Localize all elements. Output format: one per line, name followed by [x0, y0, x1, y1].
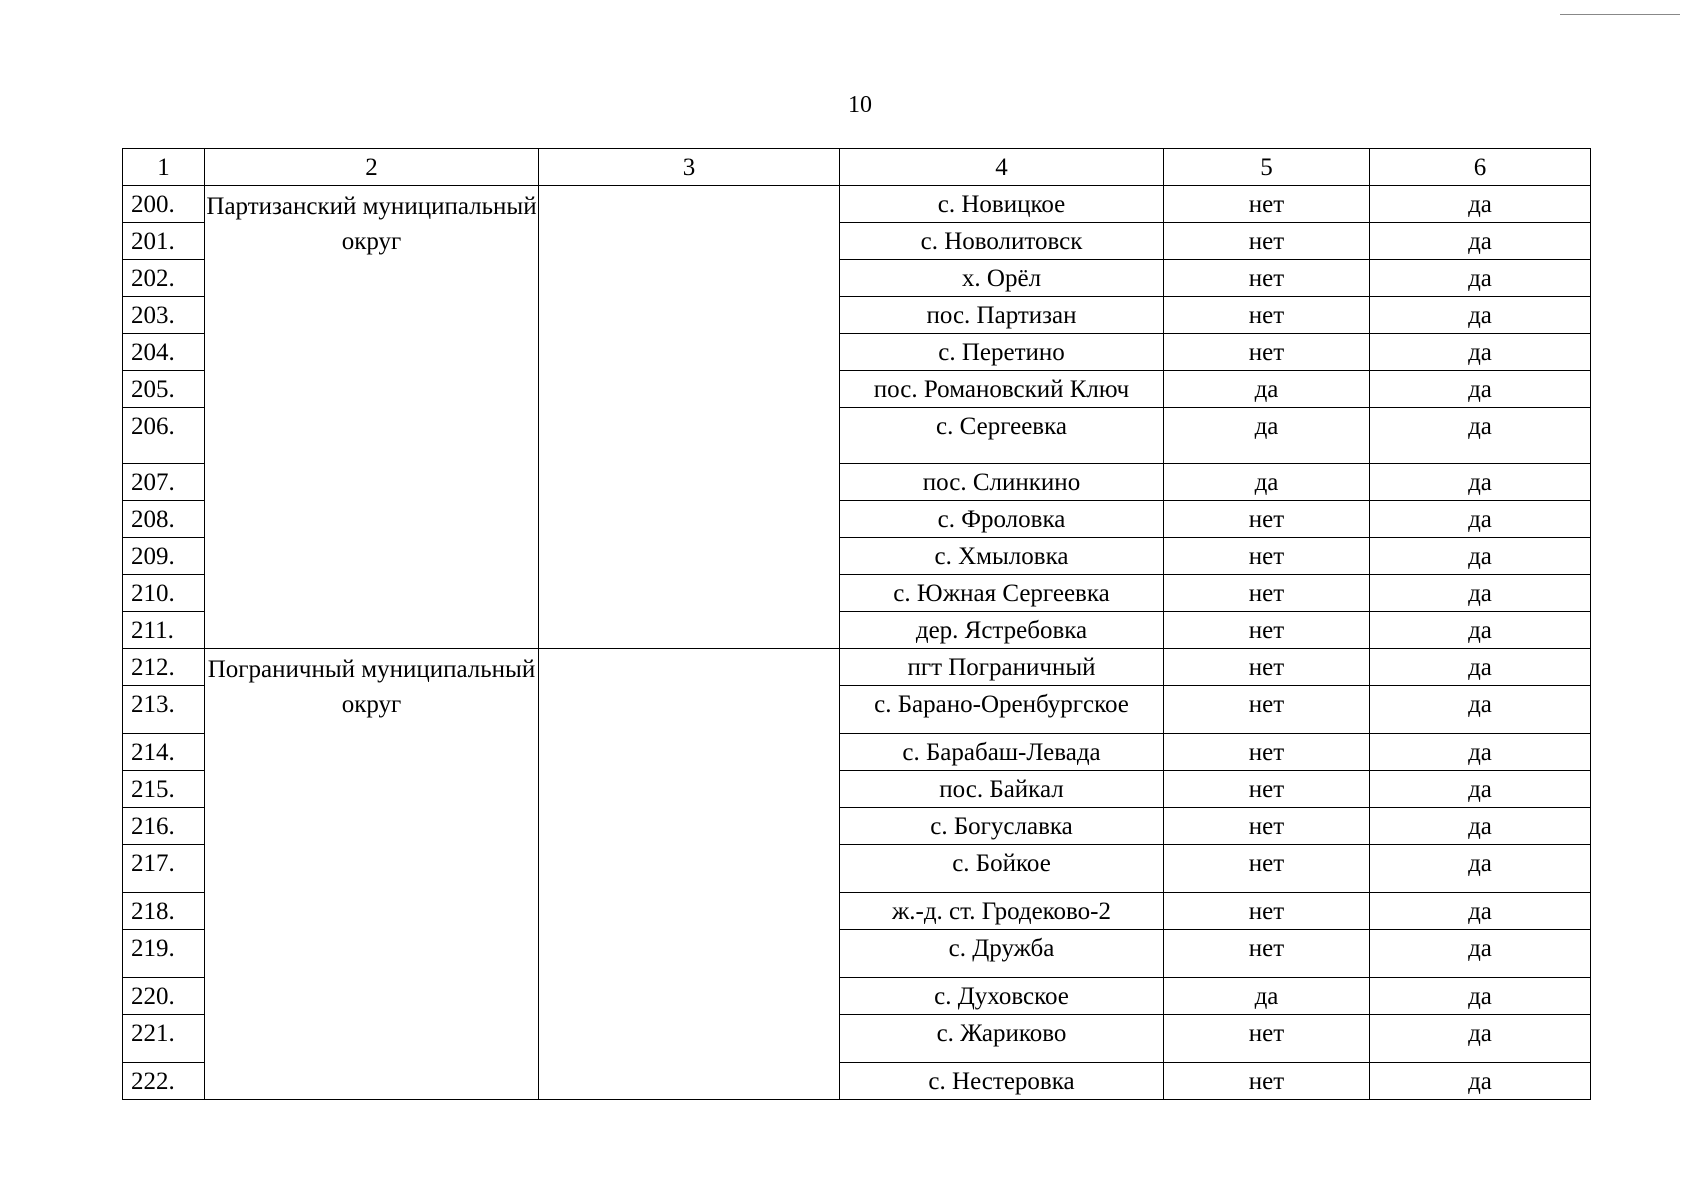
col5-cell: нет — [1164, 297, 1370, 334]
row-number: 216. — [123, 808, 205, 845]
group-col3-cell — [539, 649, 840, 1100]
col6-cell: да — [1370, 686, 1591, 734]
row-number: 213. — [123, 686, 205, 734]
col6-cell: да — [1370, 297, 1591, 334]
group-name-cell: Партизанский муниципальный округ — [205, 186, 539, 649]
settlement-cell: с. Хмыловка — [840, 538, 1164, 575]
settlement-cell: с. Перетино — [840, 334, 1164, 371]
col6-cell: да — [1370, 501, 1591, 538]
col5-cell: нет — [1164, 1063, 1370, 1100]
col6-cell: да — [1370, 334, 1591, 371]
col5-cell: нет — [1164, 612, 1370, 649]
col5-cell: да — [1164, 408, 1370, 464]
col6-cell: да — [1370, 845, 1591, 893]
row-number: 205. — [123, 371, 205, 408]
col6-cell: да — [1370, 893, 1591, 930]
row-number: 204. — [123, 334, 205, 371]
col5-cell: нет — [1164, 686, 1370, 734]
group-name-cell: Пограничный муниципальный округ — [205, 649, 539, 1100]
col5-cell: да — [1164, 978, 1370, 1015]
row-number: 222. — [123, 1063, 205, 1100]
group-col3-cell — [539, 186, 840, 649]
col6-cell: да — [1370, 612, 1591, 649]
col6-cell: да — [1370, 808, 1591, 845]
settlement-cell: с. Барабаш-Левада — [840, 734, 1164, 771]
col6-cell: да — [1370, 575, 1591, 612]
settlement-cell: с. Жариково — [840, 1015, 1164, 1063]
col6-cell: да — [1370, 734, 1591, 771]
row-number: 219. — [123, 930, 205, 978]
col6-cell: да — [1370, 538, 1591, 575]
settlement-cell: с. Духовское — [840, 978, 1164, 1015]
row-number: 201. — [123, 223, 205, 260]
settlement-cell: пгт Пограничный — [840, 649, 1164, 686]
col5-cell: нет — [1164, 845, 1370, 893]
header-col-4: 4 — [840, 149, 1164, 186]
col5-cell: нет — [1164, 334, 1370, 371]
settlement-cell: дер. Ястребовка — [840, 612, 1164, 649]
settlement-cell: пос. Романовский Ключ — [840, 371, 1164, 408]
col6-cell: да — [1370, 186, 1591, 223]
col5-cell: нет — [1164, 808, 1370, 845]
header-col-3: 3 — [539, 149, 840, 186]
settlement-cell: х. Орёл — [840, 260, 1164, 297]
row-number: 210. — [123, 575, 205, 612]
col5-cell: нет — [1164, 893, 1370, 930]
settlement-cell: с. Дружба — [840, 930, 1164, 978]
settlement-cell: с. Южная Сергеевка — [840, 575, 1164, 612]
settlement-cell: с. Бойкое — [840, 845, 1164, 893]
row-number: 203. — [123, 297, 205, 334]
settlement-cell: пос. Байкал — [840, 771, 1164, 808]
col5-cell: нет — [1164, 1015, 1370, 1063]
col5-cell: да — [1164, 464, 1370, 501]
row-number: 215. — [123, 771, 205, 808]
col6-cell: да — [1370, 649, 1591, 686]
col5-cell: нет — [1164, 186, 1370, 223]
table-row — [123, 186, 1591, 223]
col6-cell: да — [1370, 371, 1591, 408]
row-number: 218. — [123, 893, 205, 930]
col6-cell: да — [1370, 408, 1591, 464]
settlement-cell: с. Сергеевка — [840, 408, 1164, 464]
settlement-cell: ж.-д. ст. Гродеково-2 — [840, 893, 1164, 930]
col5-cell: нет — [1164, 223, 1370, 260]
col5-cell: нет — [1164, 575, 1370, 612]
settlement-cell: пос. Партизан — [840, 297, 1164, 334]
col5-cell: нет — [1164, 771, 1370, 808]
header-col-1: 1 — [123, 149, 205, 186]
settlement-cell: с. Нестеровка — [840, 1063, 1164, 1100]
row-number: 208. — [123, 501, 205, 538]
col6-cell: да — [1370, 1015, 1591, 1063]
row-number: 211. — [123, 612, 205, 649]
col6-cell: да — [1370, 464, 1591, 501]
col6-cell: да — [1370, 260, 1591, 297]
settlement-cell: с. Новолитовск — [840, 223, 1164, 260]
settlement-cell: с. Барано-Оренбургское — [840, 686, 1164, 734]
col5-cell: нет — [1164, 734, 1370, 771]
settlement-cell: с. Богуславка — [840, 808, 1164, 845]
row-number: 202. — [123, 260, 205, 297]
row-number: 200. — [123, 186, 205, 223]
row-number: 214. — [123, 734, 205, 771]
corner-mark-line — [1560, 14, 1680, 15]
settlement-cell: с. Фроловка — [840, 501, 1164, 538]
page-number: 10 — [848, 92, 872, 118]
row-number: 206. — [123, 408, 205, 464]
row-number: 221. — [123, 1015, 205, 1063]
col6-cell: да — [1370, 930, 1591, 978]
col5-cell: нет — [1164, 538, 1370, 575]
settlement-cell: с. Новицкое — [840, 186, 1164, 223]
settlements-table — [122, 148, 1591, 1100]
table-row — [123, 649, 1591, 686]
header-col-5: 5 — [1164, 149, 1370, 186]
col6-cell: да — [1370, 1063, 1591, 1100]
row-number: 212. — [123, 649, 205, 686]
col6-cell: да — [1370, 223, 1591, 260]
col5-cell: нет — [1164, 649, 1370, 686]
header-col-2: 2 — [205, 149, 539, 186]
col5-cell: нет — [1164, 501, 1370, 538]
row-number: 209. — [123, 538, 205, 575]
col5-cell: нет — [1164, 260, 1370, 297]
col5-cell: нет — [1164, 930, 1370, 978]
row-number: 220. — [123, 978, 205, 1015]
col6-cell: да — [1370, 978, 1591, 1015]
col6-cell: да — [1370, 771, 1591, 808]
col5-cell: да — [1164, 371, 1370, 408]
header-col-6: 6 — [1370, 149, 1591, 186]
table-header-row — [123, 149, 1591, 186]
row-number: 217. — [123, 845, 205, 893]
row-number: 207. — [123, 464, 205, 501]
settlement-cell: пос. Слинкино — [840, 464, 1164, 501]
